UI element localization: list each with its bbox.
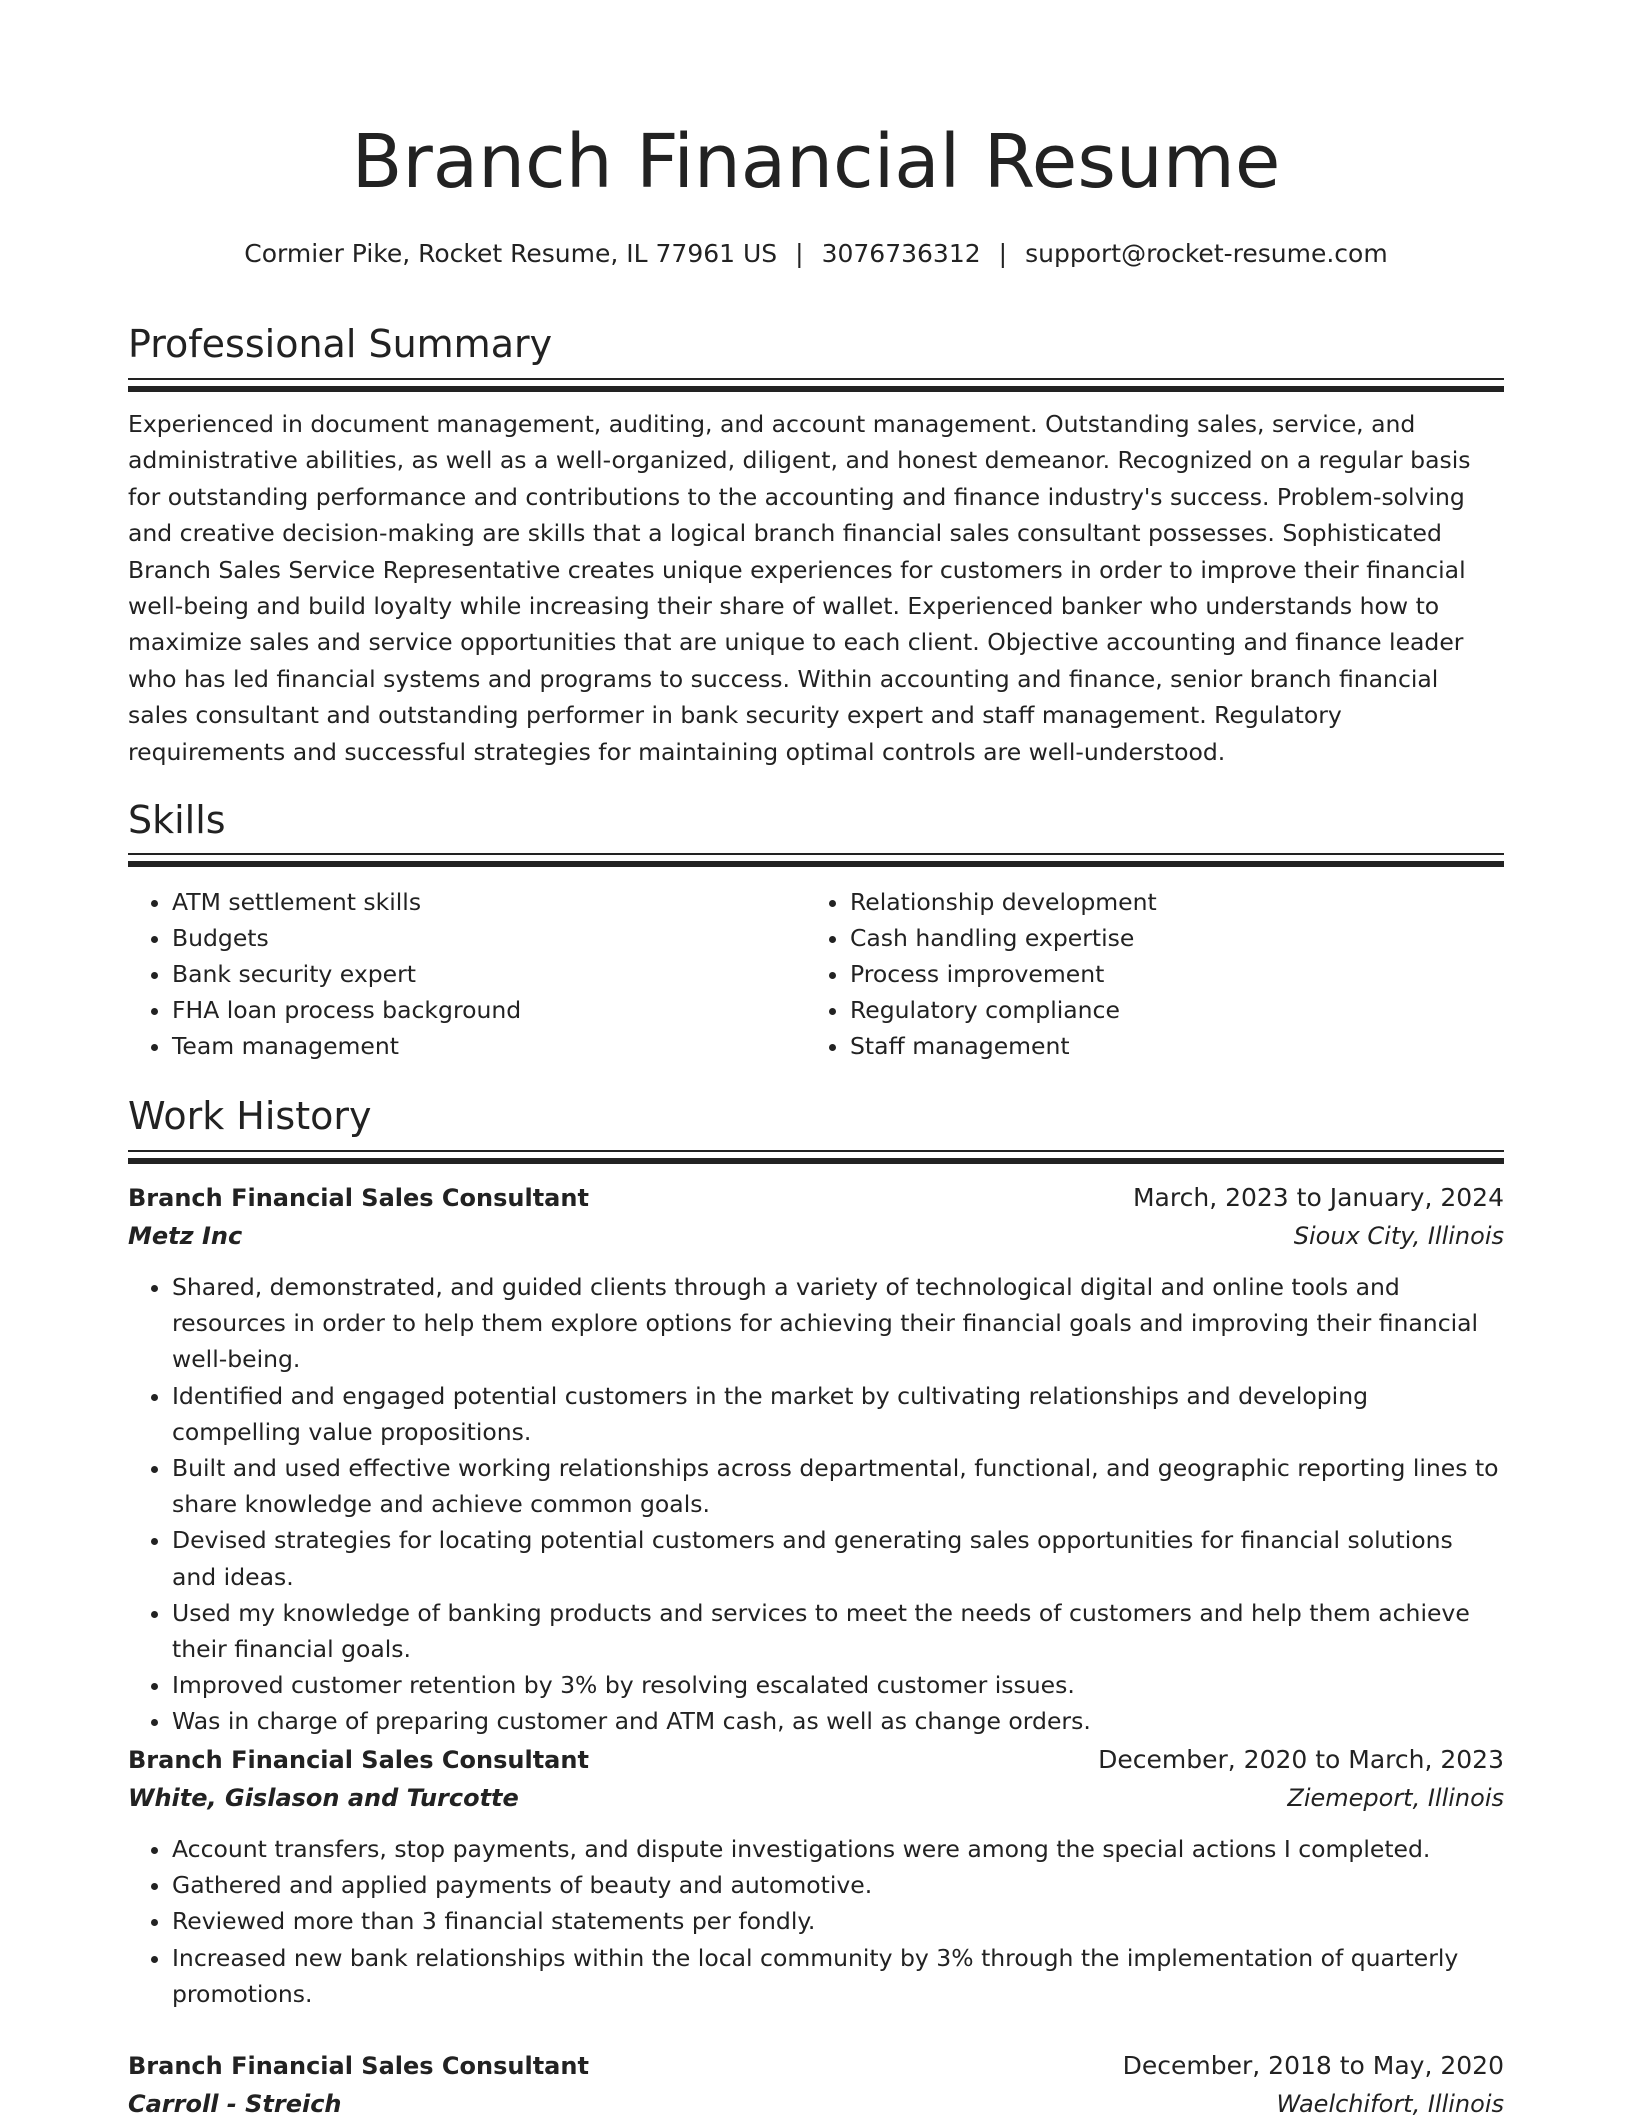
job-location: Waelchifort, Illinois [1276,2090,1504,2118]
job-subheader [128,2085,1504,2123]
contact-line [128,236,1504,272]
skill-item: • Regulatory compliance [850,992,1484,1028]
job-bullet: • Gathered and applied payments of beauty and automotive. [172,1867,1504,1903]
skill-item: • Cash handling expertise [850,920,1484,956]
job-subheader [128,1217,1504,1255]
job-bullet: • Account transfers, stop payments, and dispute investigations were among the special actions I completed. [172,1831,1504,1867]
job-title: Branch Financial Sales Consultant [128,1184,589,1212]
job-header [128,2047,1504,2085]
skill-item: • Team management [172,1028,806,1064]
job-bullet: • Increased new bank relationships within the local community by 3% through the implementation of quarterly promotions. [172,1940,1504,2012]
job-bullet: • Identified and engaged potential customers in the market by cultivating relationships and developing compelling value propositions. [172,1378,1504,1450]
job-company: Carroll - Streich [128,2090,342,2118]
job-bullet: • Devised strategies for locating potential customers and generating sales opportunities for financial solutions and ideas. [172,1522,1504,1594]
job-entry [128,1179,1504,1740]
job-bullet: • Used my knowledge of banking products and services to meet the needs of customers and help them achieve their financial goals. [172,1595,1504,1667]
section-title-skills: Skills [128,798,226,842]
job-location: Sioux City, Illinois [1293,1222,1504,1250]
job-title: Branch Financial Sales Consultant [128,2052,589,2080]
job-entry [128,1741,1504,2012]
job-header [128,1741,1504,1779]
job-dates: December, 2020 to March, 2023 [1098,1745,1504,1774]
job-location: Ziemeport, Illinois [1287,1784,1504,1812]
contact-phone: 3076736312 [821,239,981,268]
contact-separator: | [795,239,804,268]
contact-address: Cormier Pike, Rocket Resume, IL 77961 US [244,239,778,268]
skills-column-right [806,884,1484,1064]
section-divider [128,1150,1504,1156]
skill-item: • Process improvement [850,956,1484,992]
job-bullet: • Was in charge of preparing customer and ATM cash, as well as change orders. [172,1703,1504,1739]
section-divider [128,378,1504,384]
job-dates: March, 2023 to January, 2024 [1132,1183,1504,1212]
section-divider [128,853,1504,859]
skill-item: • ATM settlement skills [172,884,806,920]
job-company: Metz Inc [128,1222,243,1250]
section-title-work: Work History [128,1094,372,1138]
skill-item: • Bank security expert [172,956,806,992]
summary-text: Experienced in document management, auditing, and account management. Outstanding sales, service, and administrative abilities, as well as a well-organized, diligent, and honest demeanor. Recognized on a regular basis for outstanding performance and contributions to the accounting and finance industry's success. Problem-solving and creative decision-making are skills that a logical branch financial sales consultant possesses. Sophisticated Branch Sales Service Representative creates unique experiences for customers in order to improve their financial well-being and build loyalty while increasing their share of wallet. Experienced banker who understands how to maximize sales and service opportunities that are unique to each client. Objective accounting and finance leader who has led financial systems and programs to success. Within accounting and finance, senior branch financial sales consultant and outstanding performer in bank security expert and staff management. Regulatory requirements and successful strategies for maintaining optimal controls are well-understood. [128,410,1471,766]
skill-item: • Staff management [850,1028,1484,1064]
job-bullet: • Reviewed more than 3 financial statements per fondly. [172,1903,1504,1939]
skill-item: • FHA loan process background [172,992,806,1028]
job-bullet: • Shared, demonstrated, and guided clients through a variety of technological digital and online tools and resources in order to help them explore options for achieving their financial goals and improving their financial well-being. [172,1269,1504,1378]
skill-item: • Relationship development [850,884,1484,920]
contact-separator: | [998,239,1008,268]
job-company: White, Gislason and Turcotte [128,1784,519,1812]
resume-title: Branch Financial Resume [351,119,1281,205]
job-subheader [128,1779,1504,1817]
job-bullets [128,1269,1504,1740]
contact-email: support@rocket-resume.com [1025,239,1388,268]
job-bullet: • Built and used effective working relationships across departmental, functional, and geographic reporting lines to share knowledge and achieve common goals. [172,1450,1504,1522]
skills-list [128,884,1504,1064]
job-title: Branch Financial Sales Consultant [128,1746,589,1774]
skills-column-left [128,884,806,1064]
section-title-summary: Professional Summary [128,322,553,366]
job-header [128,1179,1504,1217]
job-bullets [128,1831,1504,2012]
job-dates: December, 2018 to May, 2020 [1122,2051,1504,2080]
skill-item: • Budgets [172,920,806,956]
job-bullet: • Improved customer retention by 3% by resolving escalated customer issues. [172,1667,1504,1703]
